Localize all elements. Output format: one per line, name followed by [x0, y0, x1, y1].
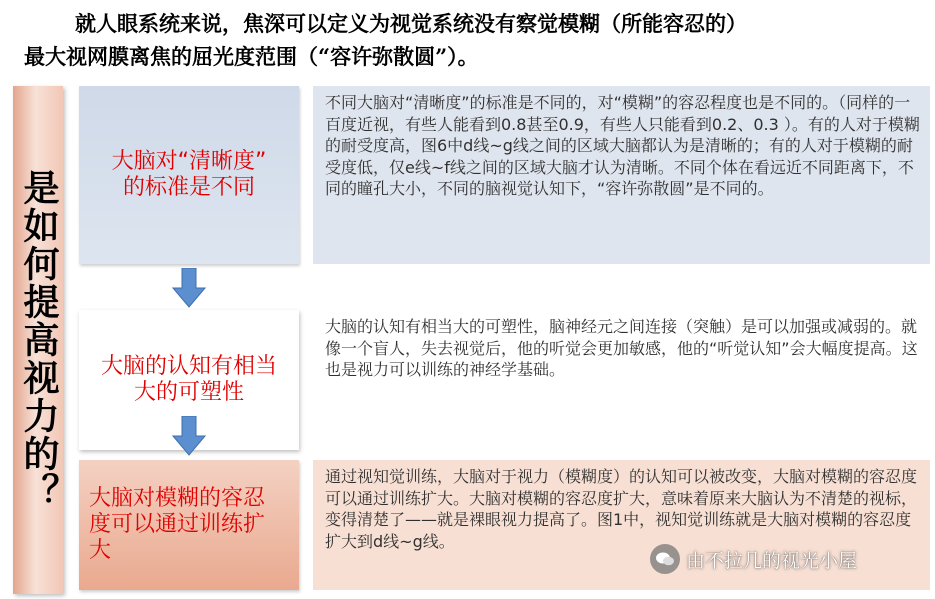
watermark [650, 544, 857, 574]
row-1-text-box [313, 86, 930, 264]
row-3-label-line: 大 [89, 538, 112, 563]
down-arrow-icon [172, 268, 206, 308]
row-2-text-box [313, 310, 930, 450]
side-title-panel [13, 86, 63, 594]
row-2-label-line: 大的可塑性 [133, 380, 244, 405]
down-arrow-icon [172, 416, 206, 456]
row-1-label-box [79, 86, 299, 264]
row-3-label-box [79, 460, 299, 590]
row-2-label-line: 大脑的认知有相当 [100, 354, 277, 379]
row-3-label-line: 度可以通过训练扩 [89, 512, 266, 537]
side-title: 是如何提高视力的？ [18, 169, 59, 511]
row-1-text: 不同大脑对“清晰度”的标准是不同的，对“模糊”的容忍程度也是不同的。（同样的一百度近视，有些人能看到0.8甚至0.9，有些人只能看到0.2、0.3 ）。有的人对于模糊的耐受度高，图6中d线~g线之间的区域大脑都认为是清晰的；有的人对于模糊的耐受度低，仅e线~f线之间的区域大脑才认为清晰。不同个体在看远近不同距离下，不同的瞳孔大小，不同的脑视觉认知下，“容许弥散圆”是不同的。 [325, 93, 920, 198]
row-3-label-line: 大脑对模糊的容忍 [89, 486, 266, 511]
header-line-2: 最大视网膜离焦的屈光度范围（“容许弥散圆”）。 [24, 44, 479, 69]
row-2-text: 大脑的认知有相当大的可塑性，脑神经元之间连接（突触）是可以加强或减弱的。就像一个盲人，失去视觉后，他的听觉会更加敏感，他的“听觉认知”会大幅度提高。这也是视力可以训练的神经学基础。 [325, 317, 918, 379]
row-1-label-line: 大脑对“清晰度” [111, 149, 267, 174]
row-3-text: 通过视知觉训练，大脑对于视力（模糊度）的认知可以被改变，大脑对模糊的容忍度可以通过训练扩大。大脑对模糊的容忍度扩大，意味着原来大脑认为不清楚的视标，变得清楚了——就是裸眼视力提高了。图1中，视知觉训练就是大脑对模糊的容忍度扩大到d线~g线。 [325, 467, 918, 551]
wechat-icon [650, 544, 680, 574]
watermark-text: 由不拉几的视光小屋 [686, 549, 858, 572]
header-line-1: 就人眼系统来说，焦深可以定义为视觉系统没有察觉模糊（所能容忍的） [75, 11, 747, 36]
row-1-label-line: 的标准是不同 [122, 175, 255, 200]
